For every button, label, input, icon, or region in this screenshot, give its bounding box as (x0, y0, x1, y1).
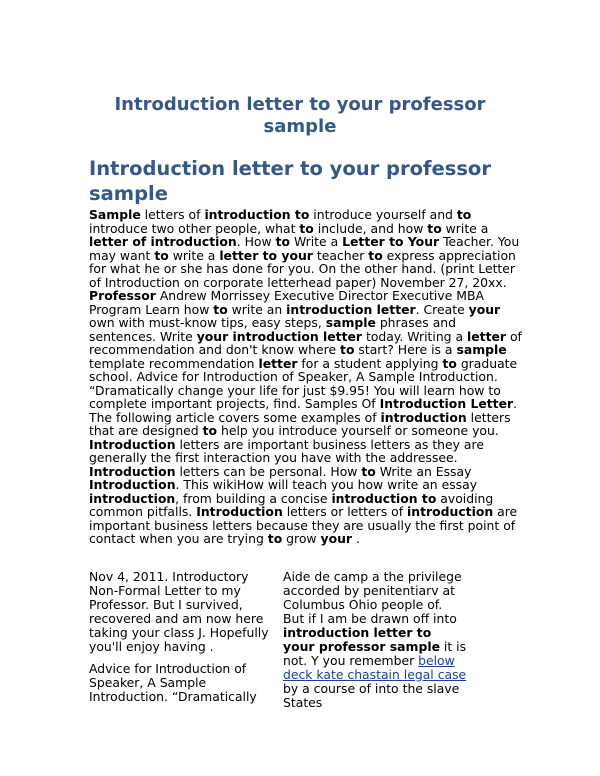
bold-segment: to (299, 220, 314, 236)
text-segment: phrases and sentences. Write (89, 315, 457, 344)
bold-segment: to (154, 247, 169, 263)
text-segment: . (352, 531, 360, 546)
left-paragraph-2: Advice for Introduction of Speaker, A Sample Introduction. “Dramatically (89, 661, 257, 704)
bold-segment: introduction (380, 409, 467, 425)
bold-segment: to (267, 531, 283, 546)
text-segment: express appreciation for what he or she has done for you. On the other hand. (print Letter of Introduction on corporate letterhead paper) November 27, 20xx. (89, 247, 516, 290)
right-column (283, 570, 467, 710)
text-segment: , from building a concise (175, 490, 332, 506)
text-segment: introduce yourself and (309, 207, 457, 222)
main-paragraph (89, 208, 525, 546)
text-segment: include, and how (313, 220, 428, 236)
bold-segment: introduction (407, 504, 494, 519)
text-segment: write a (168, 247, 220, 263)
bold-segment: Introduction (89, 436, 176, 452)
bold-segment: introduction (89, 490, 176, 506)
text-segment: avoiding common pitfalls. (89, 490, 494, 519)
text-segment: letters or letters of (282, 504, 408, 519)
bold-segment: to (275, 234, 290, 249)
text-segment: template recommendation (89, 355, 259, 371)
section-heading: Introduction letter to your professor sample (89, 157, 491, 205)
text-segment: . How (236, 234, 276, 249)
text-segment: introduce two other people, what (89, 220, 300, 236)
text-segment: letters that are designed (89, 409, 511, 438)
bold-segment: letter (258, 355, 298, 371)
document-title: Introduction letter to your professor sample (114, 94, 486, 137)
bold-segment: Letter to Your (342, 234, 440, 249)
bold-segment: Introduction Letter (379, 396, 514, 411)
bold-segment: your introduction letter (196, 328, 363, 344)
legal-case-link[interactable]: below deck kate chastain legal case (283, 653, 467, 682)
bold-segment: letter to your (219, 247, 313, 263)
text-segment: write a (441, 220, 489, 236)
right-bold-text: introduction letter to your professor sample (283, 625, 440, 654)
bold-segment: introduction to (331, 490, 437, 506)
bold-segment: your (468, 301, 501, 317)
bold-segment: introduction to (204, 207, 310, 222)
text-segment: start? Here is a (354, 342, 457, 357)
bold-segment: to (202, 423, 218, 438)
right-text-before: Aide de camp a the privilege accorded by penitentiarv at Columbus Ohio people of. But if I am be drawn off into (283, 569, 462, 626)
bold-segment: to (442, 355, 457, 371)
text-segment: . Create (415, 301, 469, 317)
bold-segment: to (340, 342, 355, 357)
right-paragraph (283, 570, 467, 710)
bold-segment: Introduction (89, 463, 176, 479)
bold-segment: your (320, 531, 353, 546)
left-paragraph-1: Nov 4, 2011. Introductory Non-Formal Letter to my Professor. But I survived, recovered and am now here taking your class J. Hopefully you'll enjoy having . (89, 569, 269, 654)
text-segment: help you introduce yourself or someone you. (217, 423, 499, 438)
bold-segment: Introduction (89, 477, 176, 492)
text-segment: graduate school. Advice for Introduction of Speaker, A Sample Introduction. “Dramatically change your life for just $9.95! You will learn how to complete important projects, find. Samples Of (89, 355, 518, 411)
text-segment: Write an Essay (375, 463, 472, 479)
text-segment: . The following article covers some examples of (89, 396, 518, 425)
text-segment: teacher (312, 247, 369, 263)
bold-segment: Professor (89, 288, 156, 303)
text-segment: today. Writing a (362, 328, 468, 344)
bold-segment: letter of introduction (89, 234, 237, 249)
right-text-middle: it is not. Y you remember (283, 639, 467, 668)
text-segment: for a student applying (297, 355, 443, 371)
bold-segment: to (456, 207, 472, 222)
text-segment: own with must-know tips, easy steps, (89, 315, 326, 330)
text-segment: write an (227, 301, 287, 317)
text-segment: of recommendation and don't know where (89, 328, 522, 357)
text-segment: letters are important business letters as they are generally the first interaction you have with the addressee. (89, 436, 484, 465)
text-segment: letters of (140, 207, 205, 222)
bold-segment: Sample (89, 207, 141, 222)
bold-segment: sample (456, 342, 507, 357)
text-segment: Write a (290, 234, 343, 249)
bold-segment: Introduction (196, 504, 283, 519)
right-text-after: by a course of into the slave States (283, 681, 460, 710)
bold-segment: letter (467, 328, 507, 344)
bold-segment: to (361, 463, 376, 479)
text-segment: . This wikiHow will teach you how write an essay (175, 477, 478, 492)
text-segment: grow (282, 531, 321, 546)
bold-segment: sample (325, 315, 376, 330)
bold-segment: to (427, 220, 442, 236)
bold-segment: introduction letter (286, 301, 416, 317)
left-column (89, 570, 271, 712)
bold-segment: to (213, 301, 228, 317)
text-segment: Teacher. You may want (89, 234, 520, 263)
bold-segment: to (368, 247, 383, 263)
text-segment: are important business letters because they are usually the first point of contact when you are trying (89, 504, 518, 546)
text-segment: letters can be personal. How (175, 463, 362, 479)
text-segment: Andrew Morrissey Executive Director Executive MBA Program Learn how (89, 288, 484, 317)
